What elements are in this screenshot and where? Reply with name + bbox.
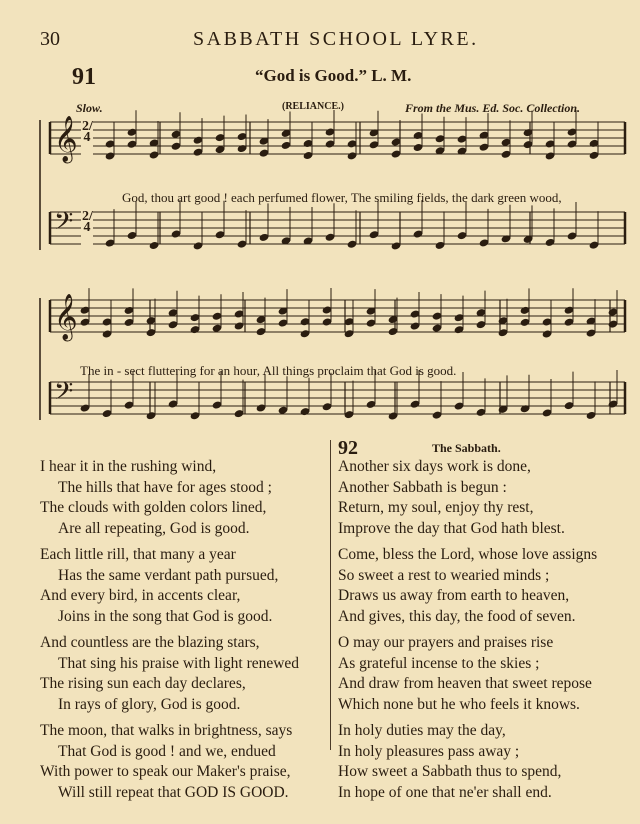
verse-line: The moon, that walks in brightness, says [40, 722, 293, 739]
verse-line: In holy pleasures pass away ; [338, 742, 520, 760]
verse-line: In holy duties may the day, [338, 722, 506, 739]
hymn-number: 91 [72, 64, 96, 90]
verse-line: And every bird, in accents clear, [40, 587, 241, 604]
verse-line: Are all repeating, God is good. [58, 519, 250, 537]
lyric-underlay: The in - sect fluttering for an hour, All things proclaim that God is good. [80, 363, 457, 378]
verse-line: That God is good ! and we, endued [58, 742, 276, 760]
verse-line: The hills that have for ages stood ; [58, 478, 272, 496]
tempo-marking: Slow. [76, 101, 103, 115]
page-number: 30 [40, 28, 60, 50]
column-divider [330, 440, 331, 750]
verse-line: Has the same verdant path pursued, [58, 566, 279, 584]
verse-line: O may our prayers and praises rise [338, 634, 554, 651]
tune-name: (RELIANCE.) [282, 101, 344, 112]
hymn-title: The Sabbath. [432, 441, 501, 455]
hymn-title: “God is Good.” L. M. [255, 66, 412, 85]
verse-line: In rays of glory, God is good. [58, 695, 241, 713]
verse-line: Come, bless the Lord, whose love assigns [338, 546, 598, 563]
verse-line: Each little rill, that many a year [40, 546, 236, 563]
hymn92-stanzas [338, 457, 597, 803]
verse-line: Improve the day that God hath blest. [338, 519, 565, 537]
time-signature-bass: 2/4 [82, 209, 93, 235]
verse-line: As grateful incense to the skies ; [338, 654, 540, 672]
verse-line: Joins in the song that God is good. [58, 607, 273, 625]
verse-line: And countless are the blazing stars, [40, 634, 260, 651]
verse-line: Will still repeat that GOD IS GOOD. [58, 783, 289, 801]
verse-line: I hear it in the rushing wind, [40, 458, 217, 475]
treble-clef: 𝄞 [54, 116, 78, 161]
verse-line: The clouds with golden colors lined, [40, 499, 267, 516]
verse-line: In hope of one that ne'er shall end. [338, 783, 552, 801]
bass-clef: 𝄢 [54, 208, 74, 241]
verse-line: With power to speak our Maker's praise, [40, 763, 291, 780]
verse-line: And draw from heaven that sweet repose [338, 675, 592, 692]
verse-line: That sing his praise with light renewed [58, 654, 300, 672]
verse-line: So sweet a rest to wearied minds ; [338, 566, 550, 584]
hymn91-stanzas [40, 457, 299, 803]
running-head: SABBATH SCHOOL LYRE. [193, 28, 479, 50]
verse-line: Another Sabbath is begun : [338, 478, 507, 496]
time-signature-treble: 2/4 [82, 119, 93, 145]
verse-line: How sweet a Sabbath thus to spend, [338, 763, 562, 780]
verse-line: Draws us away from earth to heaven, [338, 587, 570, 604]
verse-line: Return, my soul, enjoy thy rest, [338, 499, 534, 516]
hymn-number: 92 [338, 437, 358, 459]
verse-line: And gives, this day, the food of seven. [338, 607, 576, 625]
lyric-underlay: God, thou art good ! each perfumed flower, The smiling fields, the dark green wood, [122, 190, 562, 205]
source-credit: From the Mus. Ed. Soc. Collection. [405, 101, 581, 115]
verse-line: Another six days work is done, [338, 458, 531, 475]
verse-line: The rising sun each day declares, [40, 675, 246, 692]
treble-clef: 𝄞 [54, 294, 78, 339]
verse-line: Which none but he who feels it knows. [338, 695, 580, 713]
bass-clef: 𝄢 [54, 378, 74, 411]
